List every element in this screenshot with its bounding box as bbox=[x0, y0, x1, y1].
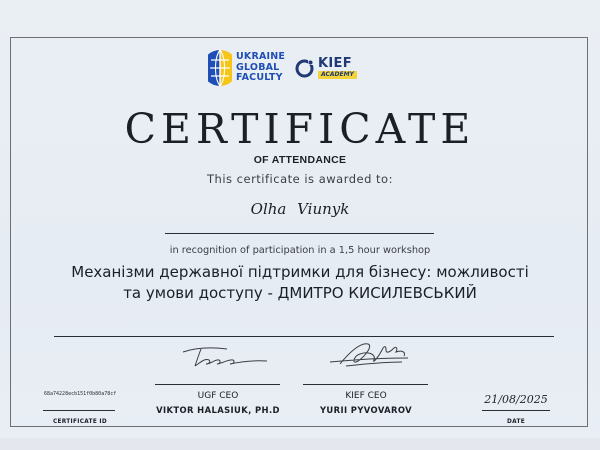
workshop-divider bbox=[54, 336, 554, 337]
certificate-title: CERTIFICATE bbox=[124, 105, 476, 153]
ugf-ceo-role: UGF CEO bbox=[197, 391, 239, 401]
kief-ceo-role: KIEF CEO bbox=[345, 391, 387, 401]
kief-logo-academy: ACADEMY bbox=[318, 71, 357, 79]
ugf-logo bbox=[208, 48, 285, 88]
ugf-logo-line-3: FACULTY bbox=[236, 72, 283, 84]
workshop-title bbox=[20, 262, 580, 304]
certificate-border bbox=[10, 37, 588, 427]
ugf-ceo-name: VIKTOR HALASIUK, PH.D bbox=[156, 405, 280, 415]
certificate-id-value: 68a74228ecb151f0b80a78cf bbox=[44, 391, 117, 397]
kief-ceo-signature bbox=[326, 336, 410, 372]
kief-logo-name: KIEF bbox=[318, 56, 352, 71]
ugf-logo-line-2: GLOBAL bbox=[236, 61, 280, 73]
certificate-id-label: CERTIFICATE ID bbox=[52, 419, 108, 425]
workshop-title-line-1: Механізми державної підтримки для бізнесу: можливості bbox=[71, 263, 529, 281]
page-bottom-edge bbox=[0, 438, 600, 450]
certificate-id-line bbox=[43, 410, 115, 411]
kief-signature-line bbox=[303, 384, 428, 385]
ugf-signature-line bbox=[155, 384, 280, 385]
workshop-title-line-2: та умови доступу - ДМИТРО КИСИЛЕВСЬКИЙ bbox=[123, 284, 477, 302]
kief-logo bbox=[294, 57, 357, 79]
ugf-emblem-icon bbox=[208, 48, 232, 88]
kief-ceo-name: YURII PYVOVAROV bbox=[319, 405, 413, 415]
recipient-name: Olha Viunyk bbox=[250, 200, 350, 218]
date-line bbox=[482, 410, 550, 411]
certificate-subtitle: OF ATTENDANCE bbox=[253, 154, 347, 166]
awarded-text: This certificate is awarded to: bbox=[207, 172, 393, 186]
recipient-underline bbox=[165, 233, 434, 234]
ugf-logo-line-1: UKRAINE bbox=[236, 51, 286, 63]
ugf-ceo-signature bbox=[175, 340, 275, 370]
recognition-text: in recognition of participation in a 1,5 hour workshop bbox=[169, 245, 431, 256]
date-value: 21/08/2025 bbox=[484, 393, 548, 406]
kief-ring-icon bbox=[294, 58, 315, 79]
date-label: DATE bbox=[507, 419, 525, 425]
